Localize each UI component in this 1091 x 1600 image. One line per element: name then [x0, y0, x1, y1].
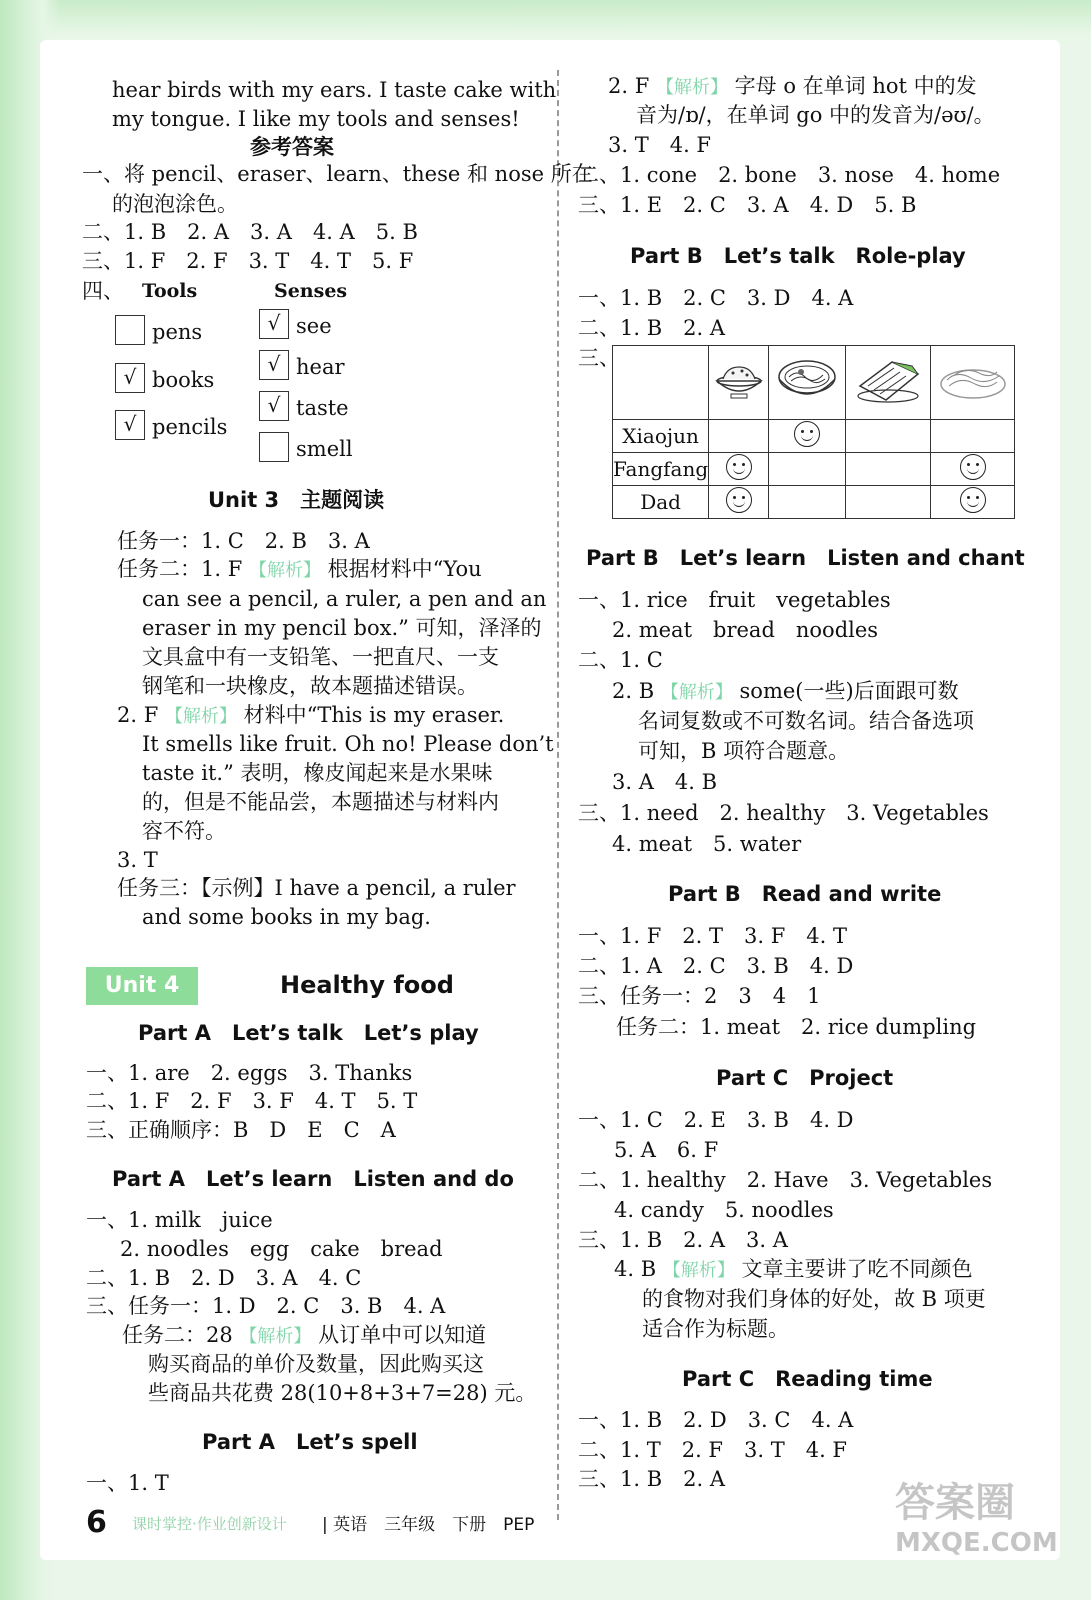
- analysis-tag: 【解析】: [655, 77, 728, 98]
- pbr3: 三、任务一：2 3 4 1: [578, 984, 821, 1008]
- u3-t2-1-line: can see a pencil, a ruler, a pen and an: [142, 587, 547, 611]
- senses-label-smell: smell: [296, 437, 353, 461]
- u3-t2-3: 3. T: [117, 848, 158, 872]
- pat3: 三、正确顺序：B D E C A: [86, 1118, 396, 1142]
- analysis-tag: 【解析】: [164, 706, 237, 727]
- tools-checkbox-pens: [115, 315, 145, 345]
- r2-line-2: 音为/ɒ/，在单词 go 中的发音为/əʊ/。: [636, 103, 995, 127]
- partA-learn-heading: Part A Let’s learn Listen and do: [112, 1167, 514, 1191]
- pcp3b-line: 适合作为标题。: [642, 1317, 789, 1341]
- r2-line: 2. F 【解析】 字母 o 在单词 hot 中的发: [608, 74, 977, 98]
- table-row-label: Fangfang: [613, 453, 709, 486]
- partC-project-heading: Part C Project: [716, 1066, 894, 1090]
- table-row-label: Dad: [613, 486, 709, 519]
- analysis-tag: 【解析】: [248, 560, 321, 581]
- r-s2: 二、1. cone 2. bone 3. nose 4. home: [578, 163, 1001, 187]
- pbt1: 一、1. B 2. C 3. D 4. A: [578, 286, 854, 310]
- smiley-icon: [726, 487, 752, 513]
- pbl3b: 4. meat 5. water: [612, 832, 802, 856]
- smiley-icon: [960, 487, 986, 513]
- u3-t2-2-line: taste it.” 表明，橡皮闻起来是水果味: [142, 761, 493, 785]
- pbl2b-line: 名词复数或不可数名词。结合备选项: [638, 709, 974, 733]
- footer-info: | 英语 三年级 下册 PEP: [322, 1515, 535, 1535]
- smiley-icon: [726, 454, 752, 480]
- pcr3: 三、1. B 2. A: [578, 1467, 726, 1491]
- pbl2b-line: 2. B 【解析】 some(一些)后面跟可数: [612, 679, 959, 703]
- senses-checkbox-smell: [259, 432, 289, 462]
- tools-checkbox-books: √: [115, 363, 145, 393]
- table-row-label: Xiaojun: [613, 420, 709, 453]
- smiley-icon: [960, 454, 986, 480]
- pbl3a: 三、1. need 2. healthy 3. Vegetables: [578, 801, 989, 825]
- noodle-bowl-icon: [769, 346, 846, 420]
- table-cell: [931, 420, 1015, 453]
- analysis-tag: 【解析】: [662, 1260, 735, 1281]
- u3-task3-line-1: 任务三：【示例】I have a pencil, a ruler: [117, 876, 516, 900]
- pcp3b-line: 4. B 【解析】 文章主要讲了吃不同颜色: [614, 1257, 973, 1281]
- pbl1b: 2. meat bread noodles: [612, 618, 879, 642]
- tools-checkbox-pencils: √: [115, 410, 145, 440]
- smiley-icon: [794, 421, 820, 447]
- pal3: 三、任务一：1. D 2. C 3. B 4. A: [86, 1294, 446, 1318]
- footer-brand: 课时掌控·作业创新设计: [132, 1515, 287, 1533]
- pbr4: 任务二：1. meat 2. rice dumpling: [616, 1015, 977, 1039]
- pbt2: 二、1. B 2. A: [578, 316, 726, 340]
- s3-answers: 三、1. F 2. F 3. T 4. T 5. F: [82, 249, 414, 273]
- table-cell: [931, 486, 1015, 519]
- u3-t2-2-line: 容不符。: [142, 819, 226, 843]
- u3-t2-1-line: eraser in my pencil box.” 可知，泽泽的: [142, 616, 542, 640]
- s1-line-1: 一、将 pencil、eraser、learn、these 和 nose 所在: [82, 162, 593, 186]
- pcp2a: 二、1. healthy 2. Have 3. Vegetables: [578, 1168, 993, 1192]
- senses-label-see: see: [296, 314, 332, 338]
- pas1: 一、1. T: [86, 1471, 169, 1495]
- u3-task2-text: 根据材料中“You: [327, 557, 482, 581]
- pbl1a: 一、1. rice fruit vegetables: [578, 588, 891, 612]
- unit4-badge: Unit 4: [86, 967, 198, 1005]
- table-cell: [769, 453, 846, 486]
- u3-t2-2-line: 的，但是不能品尝，本题描述与材料内: [142, 790, 499, 814]
- u3-t2-2-line: 2. F 【解析】 材料中“This is my eraser.: [117, 703, 505, 727]
- table-cell: [846, 486, 931, 519]
- table-cell: [709, 453, 769, 486]
- noodles-plate-icon: [931, 346, 1015, 420]
- senses-checkbox-hear: √: [259, 350, 289, 380]
- pcp3b-line: 的食物对我们身体的好处，故 B 项更: [642, 1287, 986, 1311]
- u3-task1: 任务一：1. C 2. B 3. A: [117, 529, 370, 553]
- page-number: 6: [86, 1505, 107, 1540]
- senses-label-taste: taste: [296, 396, 349, 420]
- pcp1a: 一、1. C 2. E 3. B 4. D: [578, 1108, 854, 1132]
- table-corner: [613, 346, 709, 420]
- partB-talk-heading: Part B Let’s talk Role-play: [630, 244, 966, 268]
- u3-t2-1-line: 钢笔和一块橡皮，故本题描述错误。: [142, 674, 478, 698]
- pcr2: 二、1. T 2. F 3. T 4. F: [578, 1438, 848, 1462]
- pcp1b: 5. A 6. F: [614, 1138, 719, 1162]
- pal2: 二、1. B 2. D 3. A 4. C: [86, 1266, 362, 1290]
- dumpling-icon: [846, 346, 931, 420]
- answer-title: 参考答案: [250, 135, 334, 159]
- table-cell: [931, 453, 1015, 486]
- table-cell: [769, 420, 846, 453]
- partB-rw-heading: Part B Read and write: [668, 882, 942, 906]
- senses-checkbox-see: √: [259, 309, 289, 339]
- u3-t2-2-line: It smells like fruit. Oh no! Please don’t: [142, 732, 554, 756]
- pbl2a: 二、1. C: [578, 648, 663, 672]
- pcp3a: 三、1. B 2. A 3. A: [578, 1228, 788, 1252]
- pbt3-marker: 三、: [578, 346, 620, 370]
- table-cell: [709, 486, 769, 519]
- pbl2c: 3. A 4. B: [612, 770, 718, 794]
- senses-label-hear: hear: [296, 355, 345, 379]
- u3-task2-line: [117, 555, 482, 585]
- table-cell: [769, 486, 846, 519]
- senses-header: Senses: [274, 280, 348, 302]
- pbr1: 一、1. F 2. T 3. F 4. T: [578, 924, 848, 948]
- tools-label-books: books: [152, 368, 215, 392]
- partB-learn-heading: Part B Let’s learn Listen and chant: [586, 546, 1025, 570]
- s1-line-2: 的泡泡涂色。: [112, 192, 238, 216]
- s2-answers: 二、1. B 2. A 3. A 4. A 5. B: [82, 220, 418, 244]
- u3-task2-start: 任务二：1. F: [117, 557, 243, 581]
- pal3b-line: 任务二：28 【解析】 从订单中可以知道: [122, 1323, 487, 1347]
- tools-label-pens: pens: [152, 320, 203, 344]
- pcp2b: 4. candy 5. noodles: [614, 1198, 834, 1222]
- intro-line-2: my tongue. I like my tools and senses!: [112, 107, 520, 131]
- pbl2b-line: 可知，B 项符合题意。: [638, 739, 850, 763]
- column-divider: [557, 70, 559, 1520]
- pal3b-line: 些商品共花费 28(10+8+3+7=28) 元。: [148, 1381, 537, 1405]
- unit4-title: Healthy food: [280, 971, 454, 999]
- pal1b: 2. noodles egg cake bread: [120, 1237, 443, 1261]
- watermark-logo: 答案圈 MXQE.COM: [895, 1480, 1058, 1558]
- partA-talk-heading: Part A Let’s talk Let’s play: [138, 1021, 479, 1045]
- table-cell: [846, 453, 931, 486]
- food-preference-table: [612, 345, 1015, 519]
- unit3-title: Unit 3 主题阅读: [208, 488, 385, 512]
- table-cell: [709, 420, 769, 453]
- s4-marker: 四、: [82, 279, 124, 303]
- intro-line-1: hear birds with my ears. I taste cake with: [112, 78, 557, 102]
- pat1: 一、1. are 2. eggs 3. Thanks: [86, 1061, 413, 1085]
- tools-label-pencils: pencils: [152, 415, 228, 439]
- r-s3: 三、1. E 2. C 3. A 4. D 5. B: [578, 193, 917, 217]
- pcr1: 一、1. B 2. D 3. C 4. A: [578, 1408, 854, 1432]
- u3-t2-1-line: 文具盒中有一支铅笔、一把直尺、一支: [142, 645, 499, 669]
- pat2: 二、1. F 2. F 3. F 4. T 5. T: [86, 1089, 418, 1113]
- senses-checkbox-taste: √: [259, 391, 289, 421]
- table-cell: [846, 420, 931, 453]
- partA-spell-heading: Part A Let’s spell: [202, 1430, 418, 1454]
- tools-header: Tools: [142, 280, 198, 302]
- pal1a: 一、1. milk juice: [86, 1208, 273, 1232]
- u3-task3-line-2: and some books in my bag.: [142, 905, 431, 929]
- partC-reading-heading: Part C Reading time: [682, 1367, 933, 1391]
- pal3b-line: 购买商品的单价及数量，因此购买这: [148, 1352, 484, 1376]
- rice-bowl-icon: [709, 346, 769, 420]
- r3: 3. T 4. F: [608, 133, 712, 157]
- pbr2: 二、1. A 2. C 3. B 4. D: [578, 954, 854, 978]
- analysis-tag: 【解析】: [660, 682, 733, 703]
- analysis-tag: 【解析】: [239, 1326, 312, 1347]
